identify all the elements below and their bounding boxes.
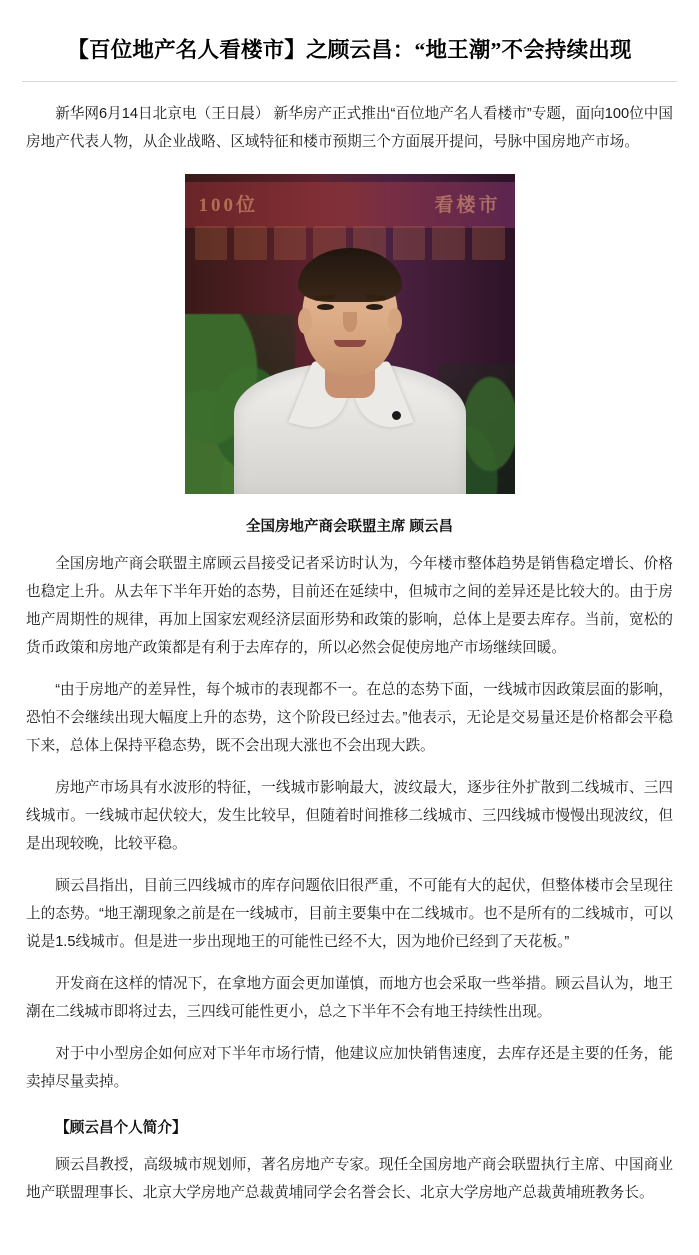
- photo-person-ear-right: [388, 308, 402, 334]
- portrait-photo: [185, 174, 515, 494]
- page-title: 【百位地产名人看楼市】之顾云昌：“地王潮”不会持续出现: [67, 38, 632, 62]
- profile-paragraph: 顾云昌教授，高级城市规划师，著名房地产专家。现任全国房地产商会联盟执行主席、中国商业地产联盟理事长、北京大学房地产总裁黄埔同学会名誉会长、北京大学房地产总裁黄埔班教务长。: [26, 1157, 673, 1202]
- backdrop-text-right: 看楼市: [434, 194, 501, 216]
- article-figure: [26, 174, 673, 536]
- body-paragraph-6: 对于中小型房企如何应对下半年市场行情，他建议应加快销售速度，去库存还是主要的任务，能卖掉尽量卖掉。: [26, 1046, 673, 1091]
- profile-heading: 【顾云昌个人简介】: [55, 1120, 187, 1137]
- lead-paragraph: 新华网6月14日北京电（王日晨） 新华房产正式推出“百位地产名人看楼市”专题，面向100位中国房地产代表人物，从企业战略、区域特征和楼市预期三个方面展开提问，号脉中国房地产市场。: [26, 106, 673, 151]
- body-paragraph-3: 房地产市场具有水波形的特征，一线城市影响最大，波纹最大，逐步往外扩散到二线城市、三四线城市。一线城市起伏较大，发生比较早，但随着时间推移二线城市、三四线城市慢慢出现波纹，但是出现较晚，比较平稳。: [26, 780, 673, 853]
- photo-person-eye-left: [317, 304, 334, 310]
- photo-person-ear-left: [298, 308, 312, 334]
- body-paragraph-4: 顾云昌指出，目前三四线城市的库存问题依旧很严重，不可能有大的起伏，但整体楼市会呈现往上的态势。“地王潮现象之前是在一线城市，目前主要集中在二线城市。也不是所有的二线城市，可以说是1.5线城市。但是进一步出现地王的可能性已经不大，因为地价已经到了天花板。”: [26, 878, 673, 951]
- photo-lapel-mic: [392, 411, 401, 420]
- body-paragraph-2: “由于房地产的差异性，每个城市的表现都不一。在总的态势下面，一线城市因政策层面的影响，恐怕不会继续出现大幅度上升的态势，这个阶段已经过去。”他表示，无论是交易量还是价格都会平稳下来，总体上保持平稳态势，既不会出现大涨也不会出现大跌。: [26, 682, 673, 755]
- title-section: [0, 0, 699, 65]
- photo-person-mouth: [334, 340, 366, 347]
- photo-person-nose: [343, 312, 357, 332]
- title-divider: [22, 81, 677, 82]
- figure-caption: 全国房地产商会联盟主席 顾云昌: [245, 519, 454, 536]
- photo-backdrop-text: [199, 186, 501, 220]
- body-paragraph-5: 开发商在这样的情况下，在拿地方面会更加谨慎，而地方也会采取一些举措。顾云昌认为，地王潮在二线城市即将过去，三四线可能性更小，总之下半年不会有地王持续性出现。: [26, 976, 673, 1021]
- article-body: [0, 100, 699, 1237]
- body-paragraph-1: 全国房地产商会联盟主席顾云昌接受记者采访时认为，今年楼市整体趋势是销售稳定增长、价格也稳定上升。从去年下半年开始的态势，目前还在延续中，但城市之间的差异还是比较大的。由于房地产周期性的规律，再加上国家宏观经济层面形势和政策的影响，总体上是要去库存。当前，宽松的货币政策和房地产政策都是有利于去库存的，所以必然会促使房地产市场继续回暖。: [26, 556, 673, 657]
- photo-person-eye-right: [366, 304, 383, 310]
- backdrop-text-left: 100位: [198, 194, 259, 216]
